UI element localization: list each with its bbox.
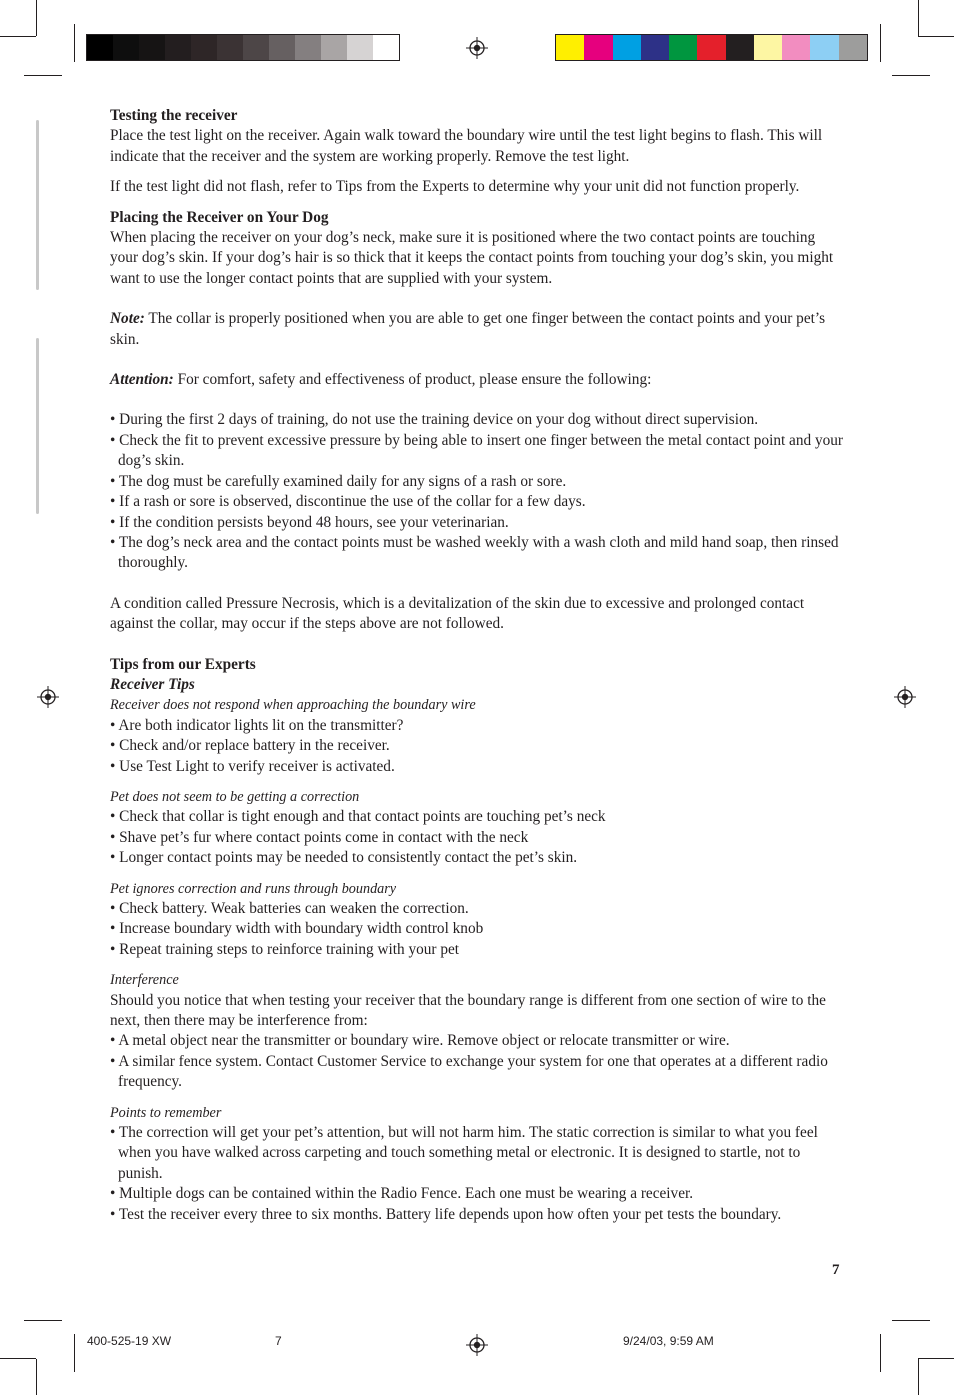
paragraph: If the test light did not flash, refer to Tips from the Experts to determine why your unit did not function properly. — [110, 178, 800, 196]
crop-mark — [892, 75, 930, 76]
slug-date: 9/24/03, 9:59 AM — [623, 1334, 714, 1348]
list-item: • Test the receiver every three to six months. Battery life depends upon how often your pet tests the boundary. — [110, 1205, 782, 1223]
page-number: 7 — [832, 1262, 840, 1278]
list-item: • Are both indicator lights lit on the transmitter? — [110, 716, 404, 734]
slug-page: 7 — [275, 1334, 282, 1348]
crop-mark — [24, 1320, 62, 1321]
gray-swatch — [321, 35, 347, 60]
section-heading: Tips from our Experts — [110, 655, 256, 673]
color-swatch — [613, 35, 641, 60]
list-item: • Check the fit to prevent excessive pressure by being able to insert one finger between the metal contact point and your dog’s skin. — [110, 431, 843, 470]
list-item: • Multiple dogs can be contained within the Radio Fence. Each one must be wearing a receiver. — [110, 1185, 694, 1203]
list-item: • A metal object near the transmitter or boundary wire. Remove object or relocate transmitter or wire. — [110, 1032, 730, 1050]
list-item: • Shave pet’s fur where contact points come in contact with the neck — [110, 828, 529, 846]
list-item: • The correction will get your pet’s attention, but will not harm him. The static correction is similar to what you feel when you have walked across carpeting and touch something metal or electronic. It is designed to startle, not to punish. — [110, 1124, 818, 1182]
gray-swatch — [217, 35, 243, 60]
topic-title: Points to remember — [110, 1104, 222, 1121]
gray-swatch — [373, 35, 399, 60]
crop-mark — [880, 1334, 881, 1372]
binding-rule — [36, 120, 39, 290]
crop-mark — [74, 1334, 75, 1372]
registration-mark-icon — [466, 37, 488, 59]
list-item: • Repeat training steps to reinforce training with your pet — [110, 940, 460, 958]
gray-swatch — [113, 35, 139, 60]
attention-text: For comfort, safety and effectiveness of product, please ensure the following: — [173, 371, 652, 389]
crop-mark — [24, 75, 62, 76]
list-item: • Longer contact points may be needed to consistently contact the pet’s skin. — [110, 849, 578, 867]
section-heading: Placing the Receiver on Your Dog — [110, 208, 329, 226]
crop-mark — [74, 24, 75, 62]
crop-mark — [892, 1320, 930, 1321]
gray-color-bar — [86, 34, 400, 61]
color-swatch — [782, 35, 810, 60]
color-swatch — [754, 35, 782, 60]
list-item: • Check battery. Weak batteries can weaken the correction. — [110, 900, 469, 917]
color-swatch — [556, 35, 584, 60]
topic-title: Pet does not seem to be getting a correction — [110, 788, 360, 805]
crop-mark — [918, 1359, 919, 1395]
page-content — [110, 106, 846, 1225]
list-item: • Check that collar is tight enough and that contact points are touching pet’s neck — [110, 808, 606, 826]
paragraph: Should you notice that when testing your receiver that the boundary range is different from one section of wire to the next, then there may be interference from: — [110, 991, 826, 1030]
list-item: • During the first 2 days of training, do not use the training device on your dog without direct supervision. — [110, 411, 759, 429]
color-swatch — [697, 35, 725, 60]
registration-mark-icon — [466, 1334, 488, 1356]
slug-job: 400-525-19 XW — [87, 1334, 172, 1348]
gray-swatch — [243, 35, 269, 60]
registration-mark-icon — [894, 686, 916, 708]
binding-rule — [36, 338, 39, 514]
crop-mark — [918, 1358, 954, 1359]
gray-swatch — [87, 35, 113, 60]
list-item: • The dog must be carefully examined daily for any signs of a rash or sore. — [110, 472, 567, 490]
list-item: • A similar fence system. Contact Customer Service to exchange your system for one that operates at a different radio frequency. — [110, 1052, 828, 1091]
list-item: • Increase boundary width with boundary width control knob — [110, 920, 484, 938]
topic-title: Interference — [110, 972, 179, 989]
crop-mark — [36, 1359, 37, 1395]
color-swatch — [669, 35, 697, 60]
gray-swatch — [139, 35, 165, 60]
gray-swatch — [191, 35, 217, 60]
gray-swatch — [165, 35, 191, 60]
crop-mark — [918, 0, 919, 36]
color-swatch — [810, 35, 838, 60]
crop-mark — [918, 36, 954, 37]
note-label: Note: — [110, 310, 145, 328]
paragraph: A condition called Pressure Necrosis, which is a devitalization of the skin due to excessive and prolonged contact against the collar, may occur if the steps above are not followed. — [110, 594, 805, 633]
gray-swatch — [269, 35, 295, 60]
registration-mark-icon — [37, 686, 59, 708]
note-text: The collar is properly positioned when you are able to get one finger between the contact points and your pet’s skin. — [110, 310, 826, 348]
color-swatch — [641, 35, 669, 60]
topic-title: Pet ignores correction and runs through boundary — [110, 880, 397, 897]
crop-mark — [880, 24, 881, 62]
color-swatch — [726, 35, 754, 60]
process-color-bar — [555, 34, 868, 61]
crop-mark — [0, 1358, 36, 1359]
list-item: • Check and/or replace battery in the receiver. — [110, 737, 390, 755]
attention-paragraph — [110, 370, 846, 390]
paragraph: When placing the receiver on your dog’s neck, make sure it is positioned where the two contact points are touching your dog’s skin. If your dog’s hair is so thick that it keeps the contact points from touching your dog’s skin, you might want to use the longer contact points that are supplied with your system. — [110, 229, 834, 287]
subheading: Receiver Tips — [110, 675, 195, 693]
attention-label: Attention: — [110, 371, 174, 389]
list-item: • The dog’s neck area and the contact points must be washed weekly with a wash cloth and mild hand soap, then rinsed thoroughly. — [110, 533, 839, 572]
list-item: • If the condition persists beyond 48 hours, see your veterinarian. — [110, 513, 509, 531]
gray-swatch — [347, 35, 373, 60]
note-paragraph — [110, 309, 846, 350]
paragraph: Place the test light on the receiver. Again walk toward the boundary wire until the test light begins to flash. This will indicate that the receiver and the system are working properly. Remove the test light. — [110, 127, 823, 165]
list-item: • If a rash or sore is observed, discontinue the use of the collar for a few days. — [110, 493, 586, 511]
crop-mark — [0, 36, 36, 37]
section-heading: Testing the receiver — [110, 107, 238, 124]
color-swatch — [584, 35, 612, 60]
topic-title: Receiver does not respond when approaching the boundary wire — [110, 697, 476, 714]
gray-swatch — [295, 35, 321, 60]
crop-mark — [36, 0, 37, 36]
color-swatch — [839, 35, 867, 60]
list-item: • Use Test Light to verify receiver is activated. — [110, 757, 395, 775]
